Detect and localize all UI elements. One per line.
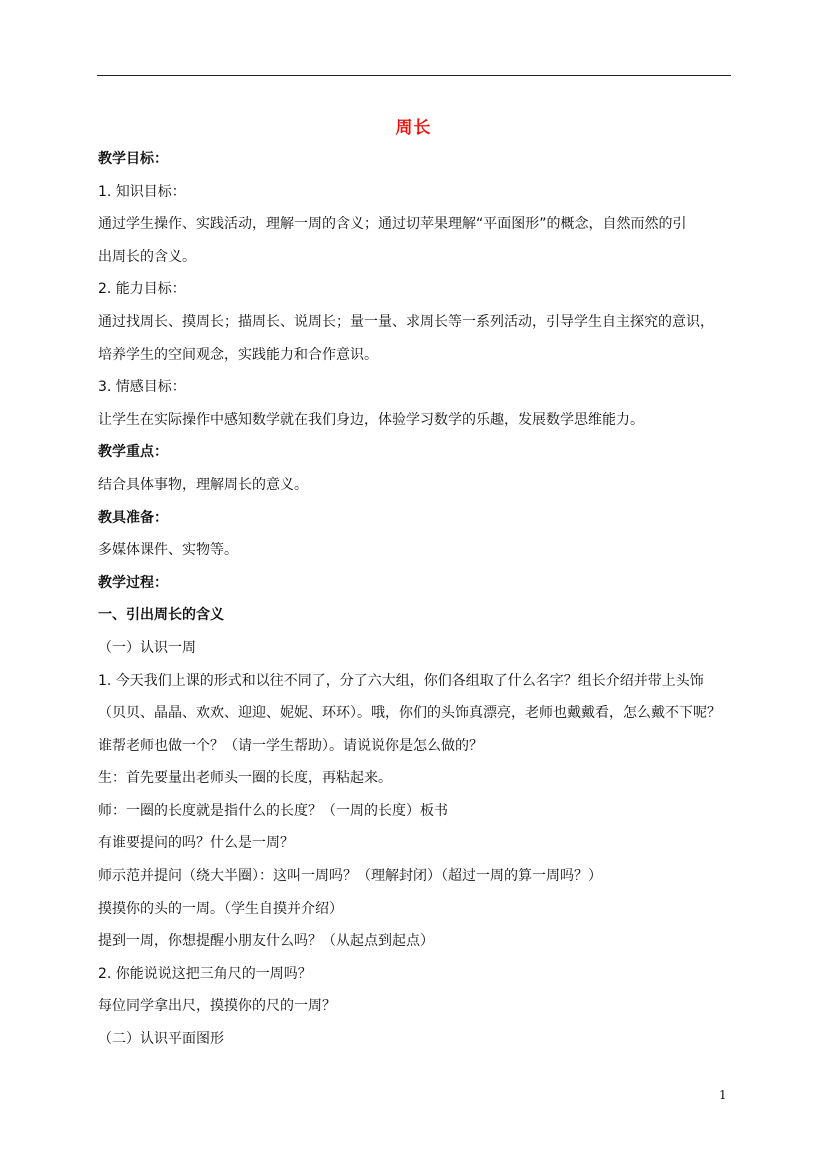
- body-text-line: 2. 能力目标：: [98, 281, 186, 298]
- body-text-line: （贝贝、晶晶、欢欢、迎迎、妮妮、环环）。哦，你们的头饰真漂亮，老师也戴戴看，怎么戴不下呢？: [98, 705, 721, 722]
- body-text-line: 让学生在实际操作中感知数学就在我们身边，体验学习数学的乐趣，发展数学思维能力。: [98, 411, 644, 428]
- body-text-line: 出周长的含义。: [98, 248, 196, 265]
- body-text-line: 提到一周，你想提醒小朋友什么吗？（从起点到起点）: [98, 933, 434, 950]
- body-text-line: 2. 你能说说这把三角尺的一周吗？: [98, 965, 312, 982]
- section-heading: 教学目标：: [98, 151, 168, 167]
- section-heading: 教具准备：: [98, 509, 168, 526]
- body-text-line: 多媒体课件、实物等。: [98, 542, 238, 559]
- body-text-line: 每位同学拿出尺，摸摸你的尺的一周？: [98, 998, 336, 1015]
- body-text-line: 谁帮老师也做一个？（请一学生帮助）。请说说你是怎么做的？: [98, 737, 483, 754]
- body-text-line: 通过学生操作、实践活动，理解一周的含义；通过切苹果理解“平面图形”的概念，自然而然的引: [98, 216, 687, 233]
- body-text-line: 生：首先要量出老师头一圈的长度，再粘起来。: [98, 770, 392, 787]
- body-text-line: 师示范并提问（绕大半圈）：这叫一周吗？（理解封闭）（超过一周的算一周吗？）: [98, 868, 602, 885]
- document-title: 周长: [395, 118, 432, 138]
- body-text-line: （一）认识一周: [98, 639, 196, 656]
- body-text-line: 师：一圈的长度就是指什么的长度？（一周的长度）板书: [98, 802, 448, 819]
- section-heading: 一、引出周长的含义: [98, 607, 224, 624]
- body-text-line: 有谁要提问的吗？什么是一周？: [98, 835, 294, 852]
- section-heading: 教学重点：: [98, 444, 168, 461]
- body-text-line: 结合具体事物，理解周长的意义。: [98, 476, 308, 493]
- section-heading: 教学过程：: [98, 574, 168, 591]
- body-text-line: （二）认识平面图形: [98, 1031, 224, 1048]
- page-number: 1: [719, 1088, 727, 1102]
- header-rule: [97, 75, 731, 76]
- body-text-line: 1. 今天我们上课的形式和以往不同了，分了六大组，你们各组取了什么名字？组长介绍并带上头饰: [98, 672, 704, 689]
- body-text-line: 3. 情感目标：: [98, 379, 186, 396]
- body-text-line: 1. 知识目标：: [98, 183, 186, 200]
- body-text-line: 通过找周长、摸周长；描周长、说周长；量一量、求周长等一系列活动，引导学生自主探究的意识，: [98, 313, 714, 330]
- body-text-line: 摸摸你的头的一周。（学生自摸并介绍）: [98, 900, 343, 917]
- document-body: [98, 150, 732, 1063]
- body-text-line: 培养学生的空间观念，实践能力和合作意识。: [98, 346, 378, 363]
